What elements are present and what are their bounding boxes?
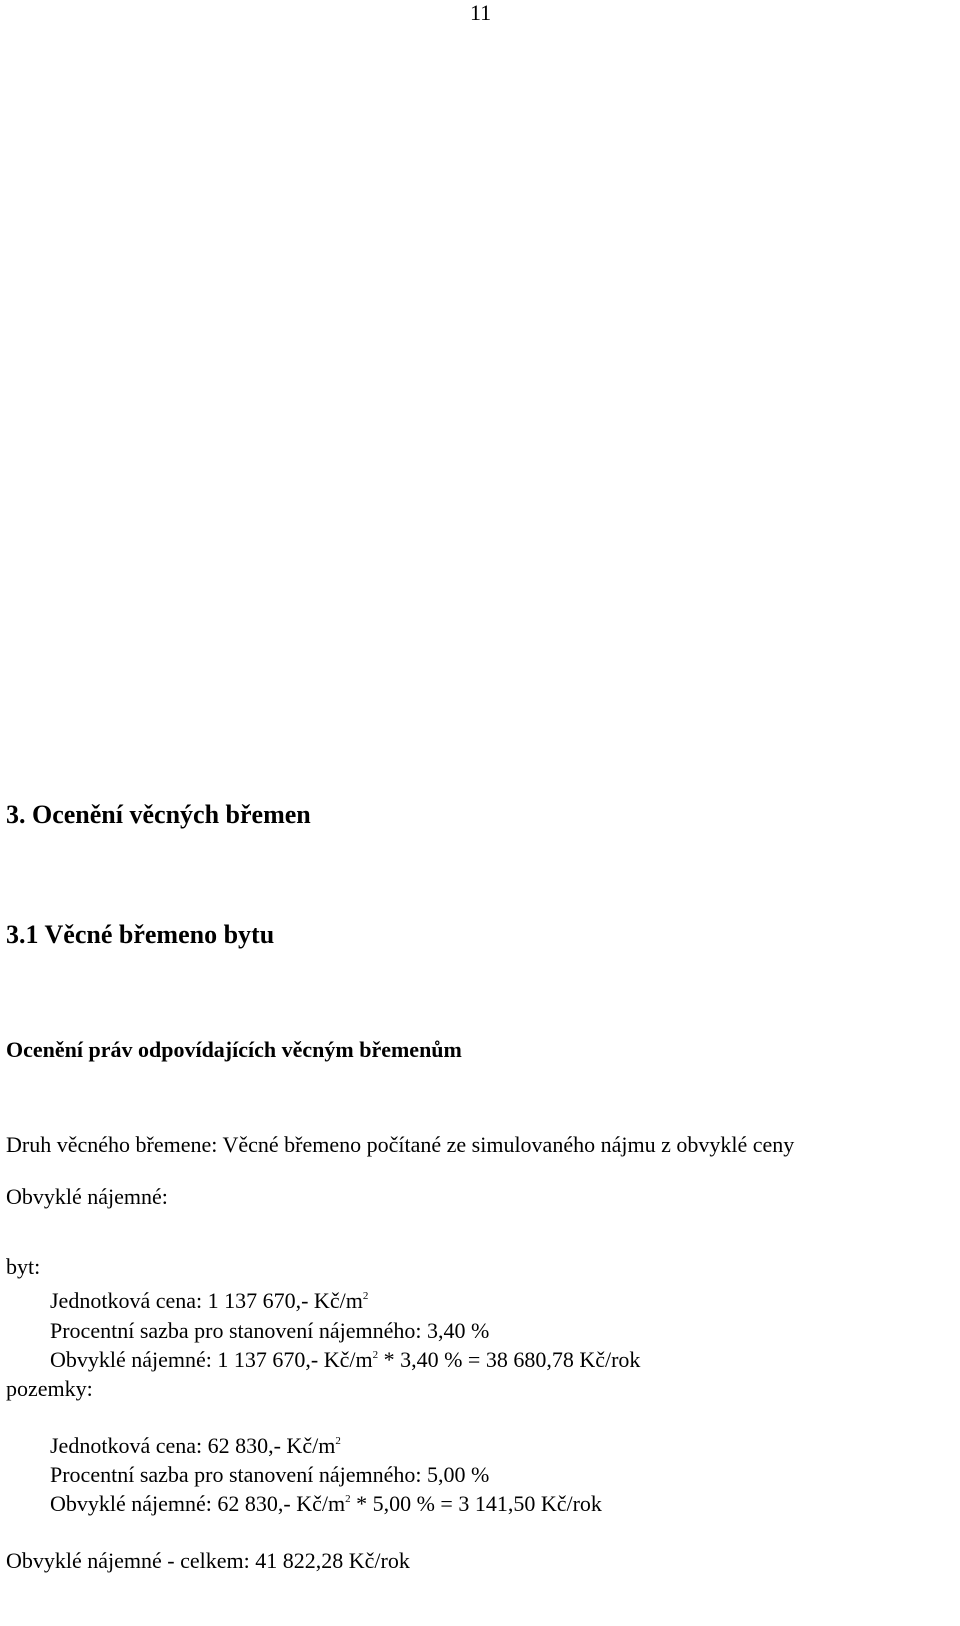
rent-line-land [50, 1491, 602, 1517]
usual-rent-label: Obvyklé nájemné: [6, 1184, 168, 1209]
rent-suffix: * 3,40 % = 38 680,78 Kč/rok [378, 1347, 641, 1372]
easement-kind-line: Druh věcného břemene: Věcné břemeno počítané ze simulovaného nájmu z obvyklé ceny [6, 1132, 795, 1157]
superscript: 2 [372, 1349, 379, 1361]
unit-price-line-flat [50, 1288, 368, 1314]
page-number: 11 [470, 0, 492, 25]
superscript: 2 [335, 1435, 341, 1447]
category-label-flat: byt: [6, 1254, 41, 1279]
section-title: 3. Ocenění věcných břemen [6, 800, 311, 829]
unit-price-text: Jednotková cena: 1 137 670,- Kč/m [50, 1288, 363, 1313]
rate-line-land: Procentní sazba pro stanovení nájemného: 5,00 % [50, 1462, 490, 1487]
subheading: Ocenění práv odpovídajících věcným břemenům [6, 1037, 462, 1062]
rent-prefix: Obvyklé nájemné: 62 830,- Kč/m [50, 1491, 346, 1516]
unit-price-line-land [50, 1433, 341, 1459]
rent-line-flat [50, 1347, 640, 1373]
rate-line-flat: Procentní sazba pro stanovení nájemného: 3,40 % [50, 1318, 490, 1343]
rent-suffix: * 5,00 % = 3 141,50 Kč/rok [350, 1491, 602, 1516]
total-rent-line: Obvyklé nájemné - celkem: 41 822,28 Kč/rok [6, 1548, 410, 1573]
subsection-title: 3.1 Věcné břemeno bytu [6, 920, 275, 949]
rent-prefix: Obvyklé nájemné: 1 137 670,- Kč/m [50, 1347, 373, 1372]
superscript: 2 [362, 1290, 369, 1302]
category-label-land: pozemky: [6, 1376, 93, 1401]
superscript: 2 [345, 1493, 351, 1505]
unit-price-text: Jednotková cena: 62 830,- Kč/m [50, 1433, 336, 1458]
